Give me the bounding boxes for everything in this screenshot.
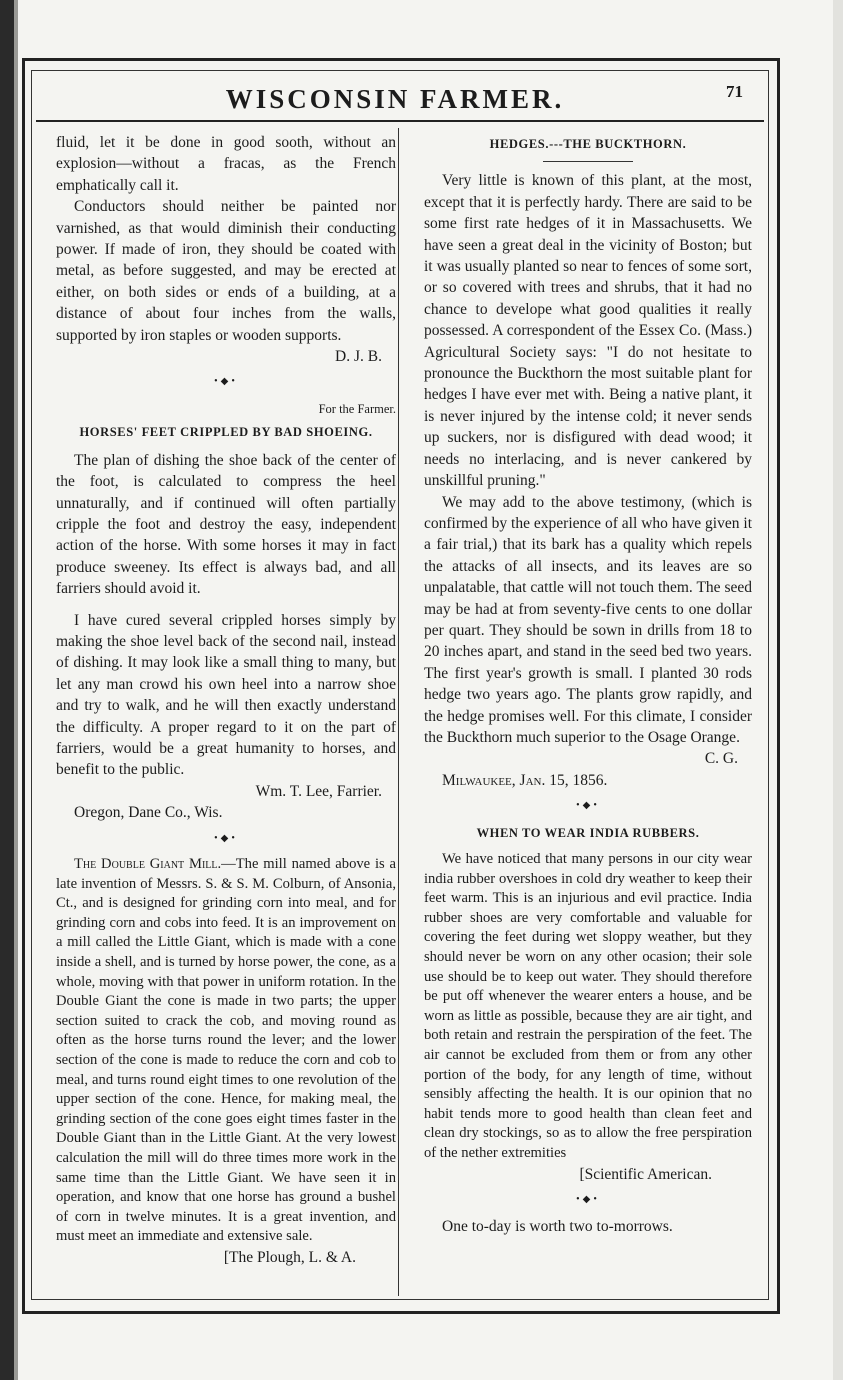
mill-article [56, 855, 396, 1247]
hedges-article-heading: HEDGES.---THE BUCKTHORN. [489, 137, 687, 151]
horses-article-heading: HORSES' FEET CRIPPLED BY BAD SHOEING. [79, 425, 373, 440]
rubbers-article-heading: WHEN TO WEAR INDIA RUBBERS. [476, 825, 700, 840]
section-ornament: •◆• [576, 1193, 600, 1205]
conductors-paragraph-2: Conductors should neither be painted nor varnished, as that would diminish their conducting power. If made of iron, they should be coated with metal, as before suggested, and may be erected at either, on both sides or ends of a building, at a distance of about four inches from the walls, supported by iron staples or wooden supports. [56, 198, 396, 344]
closing-maxim: One to-day is worth two to-morrows. [442, 1218, 673, 1236]
hedges-paragraph-1: Very little is known of this plant, at the most, except that it is perfectly hardy. There are said to be some first rate hedges of it in Massachusetts. We have seen a great deal in the vicinity of Boston; but it was usually planted so near to fences of some sort, or so covered with trees and shrubs, that it had no chance to develope what good qualities it really possessed. A correspondent of the Essex Co. (Mass.) Agricultural Society says: "I do not hesitate to pronounce the Buckthorn the most suitable plant for hedges I have ever met with. Being a native plant, it is never injured by the intense cold; it never sends up suckers, nor is disfigured with dead wood; it needs no interlacing, and is never cankered by unskillful pruning." [424, 172, 752, 490]
conductors-paragraph-1: fluid, let it be done in good sooth, without an explosion—without a fracas, as the French emphatically call it. [56, 134, 396, 194]
horses-paragraph-2: I have cured several crippled horses simply by making the shoe level back of the second nail, instead of dishing. It may look like a small thing to many, but let any man crowd his own heel into a narrow shoe and try to walk, and he will then exactly understand the difficulty. A proper regard to it on the part of farriers, would be a great humanity to horses, and benefit to the public. [56, 611, 396, 779]
section-ornament: •◆• [214, 832, 238, 844]
horses-paragraph-1: The plan of dishing the shoe back of the center of the foot, is calculated to compress the heel unnaturally, and if continued will often partially cripple the foot and destroy the easy, independent action of the horse. With some horses it may in fact produce sweeney. Its effect is always bad, and all farriers should avoid it. [56, 451, 396, 598]
mill-article-lead: The Double Giant Mill. [74, 856, 222, 872]
masthead-title: WISCONSIN FARMER. [225, 84, 565, 114]
horses-source-note: For the Farmer. [318, 401, 396, 416]
page-gutter-edge [14, 0, 18, 1380]
hedges-paragraph-2: We may add to the above testimony, (which is confirmed by the experience of all who have given it a fair trial,) that its bark has a quality which repels the attacks of all insects, and its leaves are so unpalatable, that cattle will not touch them. The seed may be had at from seventy-five cents to one dollar per quart. They should be sown in drills from 18 to 20 inches apart, and stand in the seed bed two years. The first year's growth is small. I planted 30 rods hedge two years ago. The plants grow rapidly, and the hedge promises well. For this climate, I consider the Buckthorn much superior to the Osage Orange. [424, 493, 752, 746]
hedges-signature: C. G. [704, 750, 738, 768]
rubbers-paragraph-1: We have noticed that many persons in our city wear india rubber overshoes in cold dry weather to keep their feet warm. This is an injurious and evil practice. India rubber shoes are very comfortable and valuable for covering the feet during wet sloppy weather, but they should never be worn on any other ocasion; their sole use should be to keep out water. They should therefore be put off whenever the wearer enters a house, and be worn as little as possible, because they are air tight, and both retain and restrain the perspiration of the feet. The air cannot be excluded from them or from any other portion of the body, for any length of time, without sensibly affecting the health. It is our opinion that no habit tends more to good health than clean feet and clean dry stockings, so as to allow the free perspiration of the nether extremities [424, 851, 752, 1161]
section-ornament: •◆• [576, 800, 600, 812]
right-column [424, 132, 752, 1238]
horses-place: Oregon, Dane Co., Wis. [74, 804, 223, 822]
horses-signature: Wm. T. Lee, Farrier. [255, 782, 382, 800]
hedges-dateline: Milwaukee, Jan. 15, 1856. [442, 771, 608, 789]
page-number: 71 [726, 82, 743, 101]
section-ornament: •◆• [214, 376, 238, 388]
book-spine [0, 0, 14, 1380]
left-column [56, 132, 396, 1268]
masthead-rule [36, 120, 764, 122]
page-right-edge [833, 0, 843, 1380]
mill-source: [The Plough, L. & A. [223, 1248, 356, 1266]
rubbers-source: [Scientific American. [579, 1165, 712, 1183]
column-divider [398, 128, 399, 1296]
conductors-signature: D. J. B. [335, 348, 382, 366]
heading-rule [543, 161, 633, 162]
mill-article-text: —The mill named above is a late invention of Messrs. S. & S. M. Colburn, of Ansonia, Ct., and is designed for grinding corn into meal, and for grinding corn and cobs into feed. It is an improvement on a mill called the Little Giant, which is made with a cone inside a shell, and is turned by horse power, the cone, as a whole, moving with that power in uniform rotation. In the Double Giant the cone is made in two parts; the upper section suited to crack the cob, and moving round as often as the horse turns round the lever; and the lower section of the cone is made to reduce the corn and cob to meal, and turns round eight times to one revolution of the upper section of the cone. Hence, for making meal, the grinding section of the cone goes eight times faster in the Double Giant than in the Little Giant. At the very lowest calculation the mill will do three times more work in the same time than the Little Giant. We have seen it in operation, and know that one horse has ground a bushel of corn in twelve minutes. It is a great invention, and must meet an immediate and extensive sale. [56, 856, 396, 1245]
